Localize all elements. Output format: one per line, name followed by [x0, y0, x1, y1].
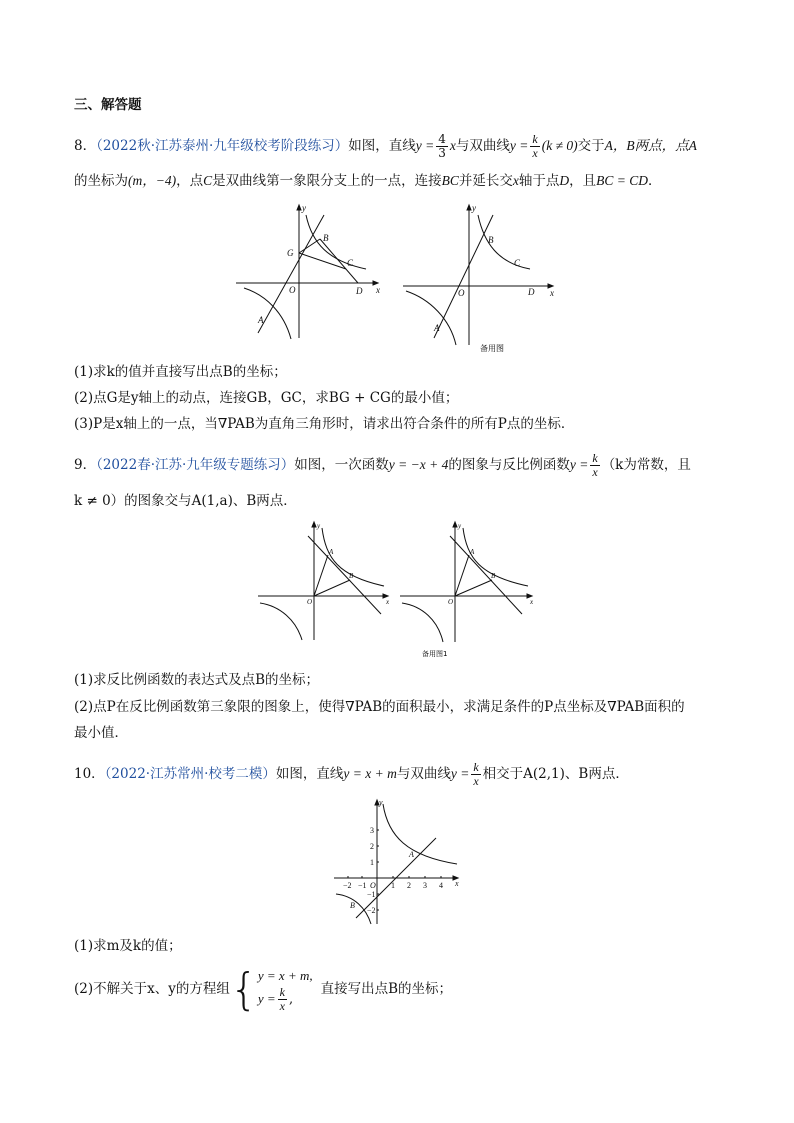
- section-title: 三、解答题: [74, 97, 142, 113]
- q8-sub3: (3)P是x轴上的一点，当∇PAB为直角三角形时，请求出符合条件的所有P点的坐标．: [74, 416, 575, 432]
- y-arrow: [453, 522, 457, 527]
- label-a: A: [470, 548, 475, 556]
- label-x: x: [550, 288, 554, 298]
- q10-sys2-lhs: y =: [257, 991, 276, 1006]
- q8-c: C: [203, 173, 213, 188]
- tick-y-2: 2: [370, 842, 374, 851]
- q8-l2g: ．: [648, 173, 662, 189]
- brace-icon: {: [229, 963, 258, 1015]
- y-arrow: [312, 522, 316, 527]
- tick-y-1: 1: [370, 858, 374, 867]
- label-c: C: [514, 258, 521, 268]
- fig-caption: 备用图: [480, 344, 504, 353]
- q8-l2a: 的坐标为: [74, 173, 128, 189]
- label-y: y: [302, 203, 306, 213]
- q9-text-b: 的图象与反比例函数: [448, 457, 570, 473]
- label-o: O: [448, 598, 454, 606]
- label-o: O: [370, 881, 376, 890]
- q10-eq1: y = x + m: [343, 766, 397, 781]
- tick-x-2: 2: [407, 881, 411, 890]
- y-arrow: [467, 205, 471, 210]
- hyperbola-q1: [463, 528, 528, 586]
- label-d: D: [356, 286, 363, 296]
- q10-text-a: 如图，直线: [275, 766, 344, 782]
- q8-eq: BC = CD: [596, 173, 649, 188]
- q9-frac: $\frac{k}{x}$: [592, 451, 598, 479]
- seg-ob: [314, 580, 350, 596]
- q8-source: （2022秋·江苏泰州·九年级校考阶段练习）: [96, 138, 349, 154]
- tick-x-neg1: −1: [358, 881, 367, 890]
- label-y: y: [458, 522, 462, 530]
- tick-y-neg1: −1: [367, 890, 376, 899]
- q8-number: 8．: [74, 138, 97, 154]
- q10-source: （2022·江苏常州·校考二模）: [104, 766, 276, 782]
- q9-figure-spare: [398, 518, 538, 658]
- q8-bc: BC: [441, 173, 459, 188]
- hyperbola-q3: [260, 603, 302, 640]
- q9-number: 9．: [74, 457, 97, 473]
- q9-text-c: （k为常数，且: [601, 457, 691, 473]
- q9-text-a: 如图，一次函数: [294, 457, 389, 473]
- q9-sub2b: 最小值．: [74, 725, 128, 741]
- q8-hyp-frac: $\frac{k}{x}$: [532, 132, 538, 160]
- tick-x-1: 1: [391, 881, 395, 890]
- label-a: A: [329, 548, 334, 556]
- q10-frac: $\frac{k}{x}$: [473, 760, 479, 788]
- q9-stem-line1: [74, 452, 691, 479]
- q8-figure-main: [236, 203, 386, 343]
- q10-sub2: [74, 963, 453, 1015]
- q8-stem-line1: [74, 133, 697, 160]
- label-x: x: [530, 598, 534, 606]
- label-y: y: [472, 203, 476, 213]
- q9-sub1: (1)求反比例函数的表达式及点B的坐标；: [74, 672, 320, 688]
- q10-sys2-frac: $\frac{k}{x}$: [279, 985, 285, 1013]
- hyperbola-q3: [402, 603, 443, 642]
- q10-number: 10．: [74, 766, 105, 782]
- q8-stem-line2: [74, 172, 662, 190]
- label-d: D: [528, 287, 535, 297]
- tick-y-3: 3: [370, 826, 374, 835]
- q8-text-b: 与双曲线: [455, 138, 510, 154]
- q8-l2e: 轴于点: [518, 173, 560, 189]
- label-x: x: [376, 285, 380, 295]
- q8-x: x: [449, 138, 456, 153]
- q8-l2c: 是双曲线第一象限分支上的一点，连接: [212, 173, 442, 189]
- label-x: x: [455, 879, 459, 888]
- q10-sys1: y = x + m,: [257, 968, 313, 983]
- q9-source: （2022春·江苏·九年级专题练习）: [96, 457, 295, 473]
- tick-y-neg2: −2: [367, 906, 376, 915]
- label-o: O: [307, 598, 313, 606]
- label-b: B: [491, 572, 496, 580]
- label-y: y: [317, 522, 321, 530]
- q8-k-cond: (k ≠ 0): [541, 138, 578, 153]
- tick-x-neg2: −2: [343, 881, 352, 890]
- label-y: y: [379, 798, 383, 807]
- q10-hyp-lhs: y =: [450, 766, 470, 781]
- label-x: x: [386, 598, 390, 606]
- label-g: G: [287, 248, 294, 258]
- y-arrow: [297, 205, 301, 210]
- q8-figure-spare: [398, 203, 558, 353]
- q10-sub2-text-b: 直接写出点B的坐标；: [320, 981, 453, 997]
- q8-d: D: [559, 173, 570, 188]
- hyperbola-q1: [478, 215, 530, 269]
- label-a: A: [434, 323, 440, 333]
- q9-figure-main: [256, 518, 396, 643]
- q8-l2f: ，且: [569, 173, 597, 189]
- line-ab: [308, 536, 381, 614]
- fig-caption: 备用图1: [422, 650, 448, 658]
- q10-stem: [74, 761, 629, 788]
- q9-eq1: y = −x + 4: [388, 457, 449, 472]
- hyperbola-q3: [406, 291, 456, 345]
- q10-sys2: [258, 986, 313, 1013]
- label-a: A: [409, 850, 414, 859]
- q10-sys2-tail: ,: [289, 992, 294, 1007]
- line-ab: [258, 215, 324, 333]
- q8-frac: $\frac{4}{3}$: [438, 132, 446, 160]
- label-b: B: [349, 572, 354, 580]
- q8-sub1: (1)求k的值并直接写出点B的坐标；: [74, 364, 287, 380]
- q9-hyp-lhs: y =: [569, 457, 589, 472]
- q10-text-b: 与双曲线: [396, 766, 451, 782]
- seg-oa: [314, 555, 328, 596]
- q8-text-c2: A，B两点，点A: [604, 138, 697, 153]
- q8-hyp-lhs: y =: [509, 138, 529, 153]
- q10-system: [258, 966, 313, 1013]
- label-o: O: [458, 288, 465, 298]
- label-c: C: [347, 258, 354, 268]
- label-b: B: [350, 901, 355, 910]
- seg-oa: [455, 555, 469, 596]
- q8-xaxis: x: [512, 173, 519, 188]
- label-b: B: [323, 233, 329, 243]
- q9-sub2a: (2)点P在反比例函数第三象限的图象上，使得∇PAB的面积最小，求满足条件的P点坐标及∇PAB面积的: [74, 699, 685, 715]
- tick-x-4: 4: [439, 881, 443, 890]
- q9-stem-line2: k ≠ 0）的图象交与A(1,a)、B两点．: [74, 493, 297, 509]
- line-ab: [450, 536, 522, 614]
- q8-text: 如图，直线: [348, 138, 416, 154]
- line-ab: [434, 215, 493, 338]
- q8-text-c: 交于: [577, 138, 605, 154]
- q8-sub2: (2)点G是y轴上的动点，连接GB，GC，求BG + CG的最小值；: [74, 390, 459, 406]
- label-a: A: [258, 315, 264, 325]
- label-o: O: [289, 285, 296, 295]
- hyperbola-q1: [383, 804, 457, 864]
- seg-ob: [455, 580, 492, 596]
- q8-l2b: ，点: [176, 173, 204, 189]
- hyperbola-q3: [244, 288, 291, 339]
- q8-l2d: 并延长交: [458, 173, 513, 189]
- q10-sub1: (1)求m及k的值；: [74, 938, 182, 954]
- label-b: B: [488, 235, 494, 245]
- tick-x-3: 3: [423, 881, 427, 890]
- q10-text-c: 相交于A(2,1)、B两点．: [482, 766, 629, 782]
- q10-figure: [332, 796, 462, 926]
- q8-line-lhs: y =: [415, 138, 435, 153]
- q10-sub2-text-a: (2)不解关于x、y的方程组: [74, 981, 230, 997]
- q8-coord-a: (m，−4): [128, 173, 177, 188]
